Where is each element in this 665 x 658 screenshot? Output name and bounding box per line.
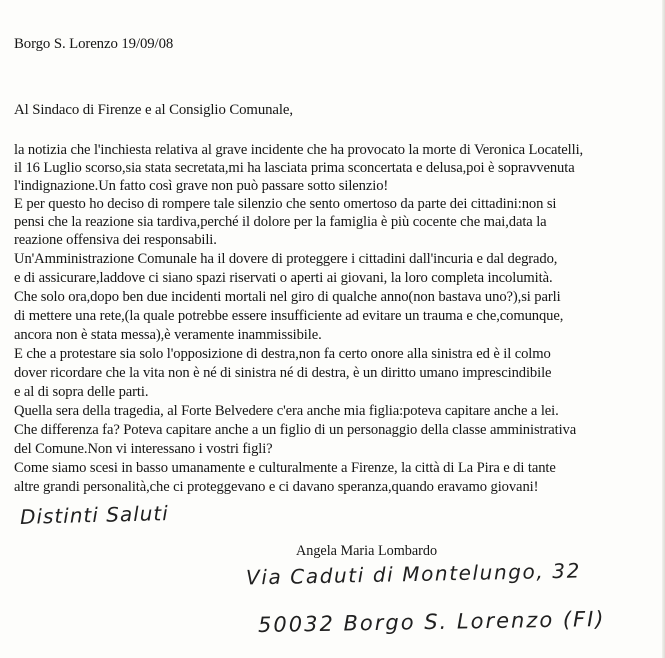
salutation: Al Sindaco di Firenze e al Consiglio Comunale,	[14, 102, 293, 118]
body-line: Un'Amministrazione Comunale ha il dovere di proteggere i cittadini dall'incuria e dal degrado,	[14, 251, 558, 267]
body-line: ancora non è stata messa),è veramente inammissibile.	[14, 327, 322, 343]
body-line: la notizia che l'inchiesta relativa al grave incidente che ha provocato la morte di Veronica Locatelli,	[14, 142, 584, 158]
body-line: Quella sera della tragedia, al Forte Belvedere c'era anche mia figlia:poteva capitare anche a lei.	[14, 403, 559, 419]
body-line: pensi che la reazione sia tardiva,perché il dolore per la famiglia è più cocente che mai,data la	[14, 214, 547, 230]
body-line: E che a protestare sia solo l'opposizione di destra,non fa certo onore alla sinistra ed è il colmo	[14, 346, 551, 362]
body-line: dover ricordare che la vita non è né di sinistra né di destra, è un diritto umano imprescindibile	[14, 365, 552, 381]
body-line: e al di sopra delle parti.	[14, 384, 149, 400]
place-date: Borgo S. Lorenzo 19/09/08	[14, 36, 174, 52]
body-line: di mettere una rete,(la quale potrebbe essere insufficiente ad evitare un trauma e che,comunque,	[14, 308, 564, 324]
handwritten-address-city: 50032 Borgo S. Lorenzo (FI)	[257, 606, 606, 638]
body-line: il 16 Luglio scorso,sia stata secretata,mi ha lasciata prima sconcertata e delusa,poi è sopravvenuta	[14, 160, 575, 176]
body-line: del Comune.Non vi interessano i vostri figli?	[14, 441, 273, 457]
handwritten-address-street: Via Caduti di Montelungo, 32	[245, 558, 582, 590]
body-line: Che solo ora,dopo ben due incidenti mortali nel giro di qualche anno(non bastava uno?),si parli	[14, 289, 561, 305]
body-line: Come siamo scesi in basso umanamente e culturalmente a Firenze, la città di La Pira e di tante	[14, 460, 556, 476]
body-line: reazione offensiva dei responsabili.	[14, 232, 217, 248]
body-line: Che differenza fa? Poteva capitare anche a un figlio di un personaggio della classe amministrativa	[14, 422, 577, 438]
body-line: altre grandi personalità,che ci proteggevano e ci davano speranza,quando eravamo giovani!	[14, 479, 539, 495]
handwritten-closing: Distinti Saluti	[19, 501, 170, 529]
body-line: e di assicurare,laddove ci siano spazi riservati o aperti ai giovani, la loro completa incolumità.	[14, 270, 553, 286]
signature-name: Angela Maria Lombardo	[296, 543, 438, 559]
body-line: l'indignazione.Un fatto così grave non può passare sotto silenzio!	[14, 178, 389, 194]
body-line: E per questo ho deciso di rompere tale silenzio che sento omertoso da parte dei cittadini:non si	[14, 196, 557, 212]
